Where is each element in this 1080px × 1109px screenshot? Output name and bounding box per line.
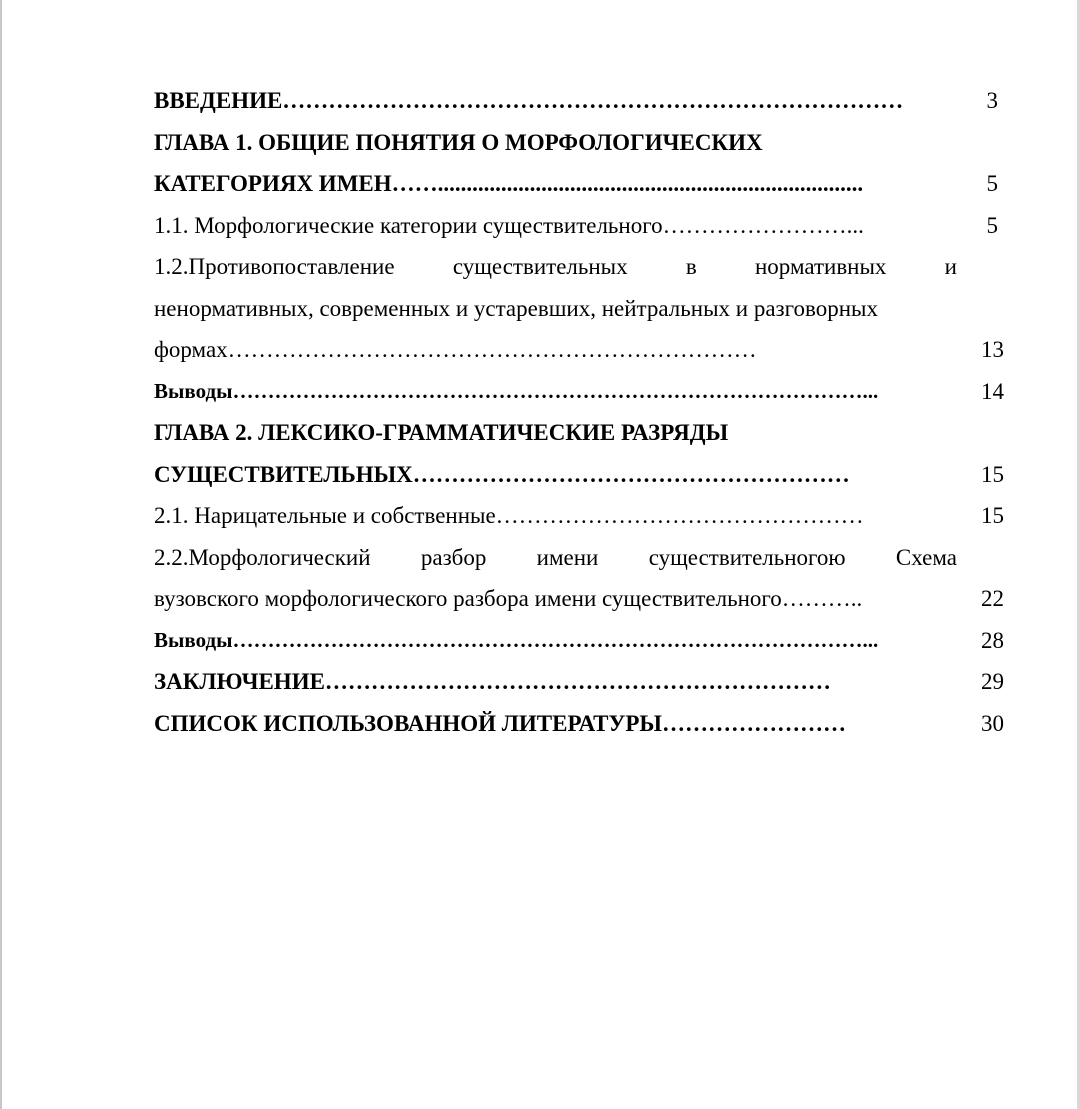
word: нормативных (754, 254, 887, 279)
toc-entry-conclusions-1[interactable] (154, 371, 1004, 413)
toc-entry-title: ненормативных, современных и устаревших, нейтральных и разговорных (154, 295, 878, 321)
toc-entry-title: 1.1. Морфологические категории существительного……………………... (154, 212, 864, 238)
toc-entry-title: Выводы………………………………………………………………………………... (154, 378, 879, 403)
toc-entry-section-1-2[interactable] (154, 246, 1004, 288)
toc-entry-title-justified (154, 246, 957, 288)
toc-entry-title: 2.1. Нарицательные и собственные………………………………………… (154, 503, 864, 528)
word: 1.2.Противопоставление (154, 254, 395, 279)
word: и (944, 254, 957, 279)
toc-entry-bibliography[interactable] (154, 703, 1004, 745)
word: разбор (420, 544, 487, 570)
toc-entry-section-2-2-cont[interactable] (154, 578, 1004, 620)
toc-page-number: 3 (986, 88, 998, 113)
toc-entry-title: КАТЕГОРИЯХ ИМЕН…….......................................................................... (154, 171, 864, 196)
toc-entry-title: вузовского морфологического разбора имени существительного……….. (154, 586, 863, 611)
toc-entry-section-2-1[interactable] (154, 495, 1004, 537)
word: в (685, 254, 697, 279)
toc-entry-title: Выводы………………………………………………………………………………... (154, 627, 879, 652)
toc-entry-title: формах…………………………………………………………… (154, 337, 757, 362)
toc-page-number: 5 (986, 171, 998, 196)
toc-page-number: 15 (981, 503, 1004, 528)
word: существительных (452, 254, 628, 279)
word: имени (536, 544, 599, 570)
toc-entry-chapter2-cont[interactable] (154, 454, 1004, 496)
toc-entry-title: ГЛАВА 1. ОБЩИЕ ПОНЯТИЯ О МОРФОЛОГИЧЕСКИХ (154, 129, 763, 155)
toc-entry-chapter2[interactable] (154, 412, 1004, 454)
toc-entry-title: ВВЕДЕНИЕ……………………………………………………………………… (154, 88, 904, 113)
toc-entry-section-2-2[interactable] (154, 537, 1004, 579)
word: существительногою (648, 544, 846, 570)
toc-entry-introduction[interactable] (154, 80, 1004, 122)
toc-page-number: 28 (981, 627, 1004, 653)
toc-entry-section-1-2-cont2[interactable] (154, 329, 1004, 371)
toc-page-number: 14 (981, 378, 1004, 404)
toc-entry-title: ГЛАВА 2. ЛЕКСИКО-ГРАММАТИЧЕСКИЕ РАЗРЯДЫ (154, 420, 729, 445)
toc-entry-chapter1[interactable] (154, 122, 1004, 164)
toc-entry-chapter1-cont[interactable] (154, 163, 1004, 205)
toc-entry-conclusions-2[interactable] (154, 620, 1004, 662)
toc-entry-title-justified (154, 537, 957, 579)
toc-page-number: 15 (981, 461, 1004, 487)
toc-page-number: 29 (981, 669, 1004, 694)
toc-page-number: 5 (986, 212, 998, 238)
toc-entry-title: СПИСОК ИСПОЛЬЗОВАННОЙ ЛИТЕРАТУРЫ…………………… (154, 710, 847, 736)
page-left-edge (0, 0, 2, 1109)
toc-entry-section-1-1[interactable] (154, 205, 1004, 247)
toc-page-number: 30 (981, 710, 1004, 736)
word: Схема (895, 544, 957, 570)
toc-entry-title: СУЩЕСТВИТЕЛЬНЫХ………………………………………………… (154, 461, 850, 487)
toc-entry-title: ЗАКЛЮЧЕНИЕ………………………………………………………… (154, 669, 831, 694)
toc-page-number: 13 (981, 337, 1004, 362)
table-of-contents (154, 80, 1004, 744)
toc-page-number: 22 (981, 586, 1004, 611)
toc-entry-conclusion[interactable] (154, 661, 1004, 703)
word: 2.2.Морфологический (154, 544, 371, 570)
toc-entry-section-1-2-cont[interactable] (154, 288, 1004, 330)
